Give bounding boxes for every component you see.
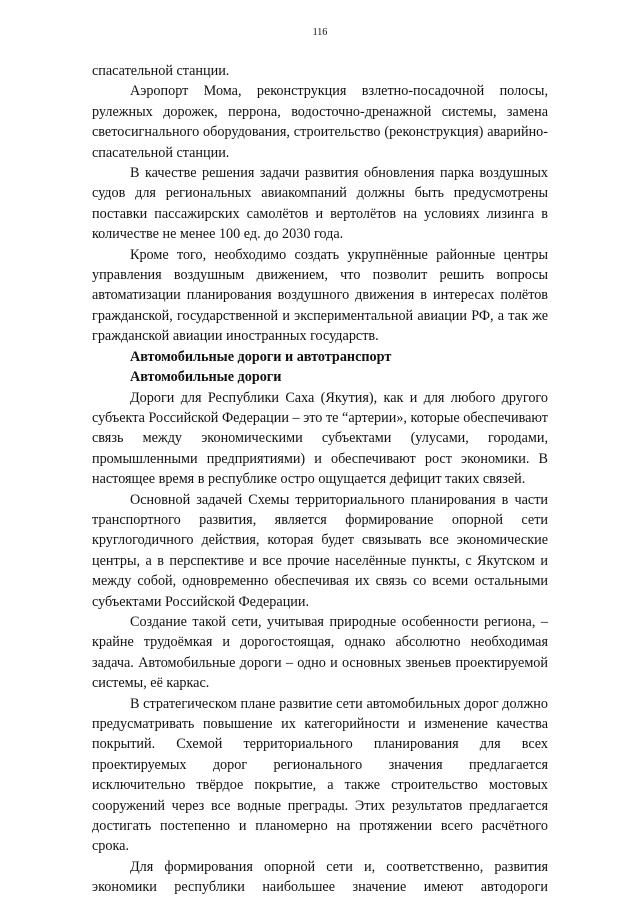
paragraph-economy-roads: Для формирования опорной сети и, соответственно, развития экономики республики наибольшее значение имеют автодороги xyxy=(92,858,548,896)
paragraph-airport-moma: Аэропорт Мома, реконструкция взлетно-посадочной полосы, рулежных дорожек, перрона, водосточно-дренажной системы, замена светосигнального оборудования, строительство (реконструкция) аварийно-спасательной станции. xyxy=(92,83,548,161)
paragraph-aircraft-fleet: В качестве решения задачи развития обновления парка воздушных судов для региональных авиакомпаний должны быть предусмотрены поставки пассажирских самолётов и вертолётов на условиях лизинга в количестве не менее 100 ед. до 2030 года. xyxy=(92,165,548,243)
paragraph-continuation: спасательной станции. xyxy=(92,63,230,79)
paragraph-air-traffic-centers: Кроме того, необходимо создать укрупнённые районные центры управления воздушным движением, что позволит решить вопросы автоматизации планирования воздушного движения в интересах полётов гражданской, государственной и экспериментальной авиации РФ, а так же гражданской авиации иностранных государств. xyxy=(92,246,548,345)
paragraph-network-creation: Создание такой сети, учитывая природные особенности региона, – крайне трудоёмкая и дорогостоящая, однако абсолютно необходимая задача. Автомобильные дороги – одно и основных звеньев проектируемой системы, её каркас. xyxy=(92,613,548,692)
document-body xyxy=(92,61,548,898)
page-number: 116 xyxy=(312,27,328,38)
section-heading-roads-transport: Автомобильные дороги и автотранспорт xyxy=(130,348,392,365)
paragraph-roads-arteries: Дороги для Республики Саха (Якутия), как и для любого другого субъекта Российской Федерации – это те “артерии», которые обеспечивают связь между экономическими субъектами (улусами, городами, промышленными предприятиями) и обеспечивают рост экономики. В настоящее время в республике остро ощущается дефицит таких связей. xyxy=(92,389,548,488)
paragraph-main-task: Основной задачей Схемы территориального планирования в части транспортного развития, является формирование опорной сети круглогодичного действия, которая будет связывать все экономические центры, а в перспективе и все прочие населённые пункты, с Якутском и между собой, одновременно обеспечивая их связь со всеми остальными субъектами Российской Федерации. xyxy=(92,491,548,610)
paragraph-strategic-plan: В стратегическом плане развитие сети автомобильных дорог должно предусматривать повышение их категорийности и изменение качества покрытий. Схемой территориального планирования для всех проектируемых дорог регионального значения предлагается исключительно твёрдое покрытие, а также строительство мостовых сооружений через все водные преграды. Этих результатов предлагается достигать постепенно и планомерно на протяжении всего расчётного срока. xyxy=(92,695,548,855)
subsection-heading-roads: Автомобильные дороги xyxy=(130,369,282,386)
